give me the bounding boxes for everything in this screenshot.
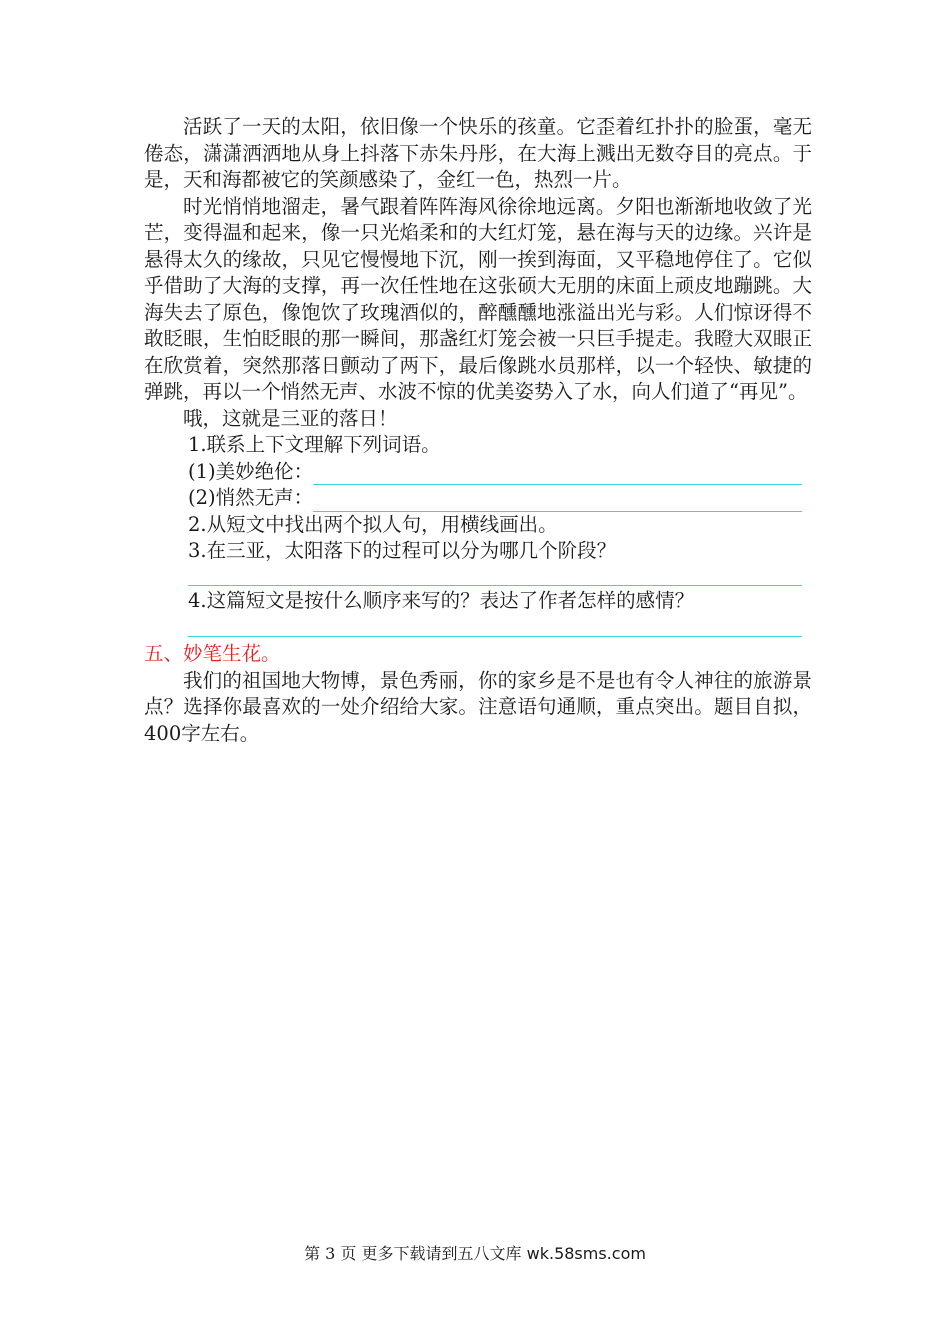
passage-paragraph-3: 哦，这就是三亚的落日！ — [183, 406, 398, 430]
question-1b-row — [144, 485, 812, 512]
question-1b-label: (2)悄然无声： — [188, 486, 314, 509]
footer-site: wk.58sms.com — [526, 1244, 646, 1263]
question-4: 4.这篇短文是按什么顺序来写的？表达了作者怎样的感情？ — [188, 588, 695, 612]
document-body — [144, 114, 812, 747]
page-footer — [0, 1241, 950, 1264]
section-5-title: 五、妙笔生花。 — [144, 642, 281, 665]
question-2: 2.从短文中找出两个拟人句，用横线画出。 — [188, 512, 558, 536]
question-4-answer-line[interactable] — [188, 614, 802, 637]
question-1: 1.联系上下文理解下列词语。 — [188, 433, 441, 456]
passage-paragraph-2: 时光悄悄地溜走，暑气跟着阵阵海风徐徐地远离。夕阳也渐渐地收敛了光芒，变得温和起来，像一只光焰柔和的大红灯笼，悬在海与天的边缘。兴许是悬得太久的缘故，只见它慢慢地下沉，刚一挨到海面，又平稳地停住了。它似乎借助了大海的支撑，再一次任性地在这张硕大无朋的床面上顽皮地蹦跳。大海失去了原色，像饱饮了玫瑰酒似的，醉醺醺地涨溢出光与彩。人们惊讶得不敢眨眼，生怕眨眼的那一瞬间，那盏红灯笼会被一只巨手提走。我瞪大双眼正在欣赏着，突然那落日颤动了两下，最后像跳水员那样，以一个轻快、敏捷的弹跳，再以一个悄然无声、水波不惊的优美姿势入了水，向人们道了“再见”。 — [144, 194, 812, 403]
question-1a-row — [144, 459, 812, 486]
section-5-prompt: 我们的祖国地大物博，景色秀丽，你的家乡是不是也有令人神往的旅游景点？选择你最喜欢的一处介绍给大家。注意语句通顺，重点突出。题目自拟，400字左右。 — [144, 668, 812, 745]
page-number: 第 3 页 — [304, 1244, 357, 1263]
passage-paragraph-1: 活跃了一天的太阳，依旧像一个快乐的孩童。它歪着红扑扑的脸蛋，毫无倦态，潇潇洒洒地从身上抖落下赤朱丹彤，在大海上溅出无数夺目的亮点。于是，天和海都被它的笑颜感染了，金红一色，热烈一片。 — [144, 115, 812, 191]
question-1b-answer-line[interactable] — [313, 491, 802, 512]
question-3-answer-line[interactable] — [188, 565, 802, 586]
question-1a-label: (1)美妙绝伦： — [188, 459, 314, 483]
question-1a-answer-line[interactable] — [313, 464, 802, 485]
footer-text: 更多下载请到五八文库 — [361, 1244, 522, 1263]
question-3: 3.在三亚，太阳落下的过程可以分为哪几个阶段？ — [188, 539, 617, 562]
